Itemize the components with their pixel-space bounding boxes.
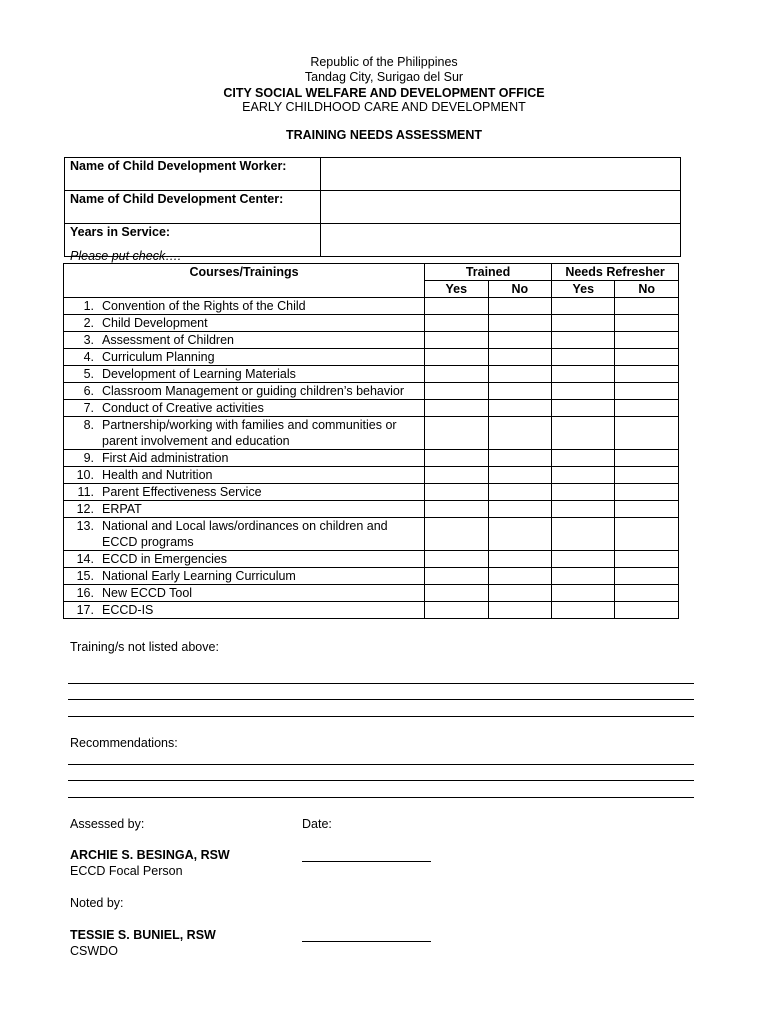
col-trained: Trained: [425, 264, 552, 281]
instruction: Please put check….: [70, 249, 182, 263]
table-row: [64, 602, 679, 619]
course-number: 4.: [83, 350, 94, 364]
course-number: 15.: [76, 569, 94, 583]
course-cell: [64, 568, 425, 585]
assessor-date-line[interactable]: [302, 861, 431, 862]
header-line1: Republic of the Philippines: [310, 55, 458, 69]
col-trained-no: No: [488, 281, 551, 298]
check-cell-trained-yes[interactable]: [425, 298, 488, 315]
check-cell-trained-yes[interactable]: [425, 585, 488, 602]
check-cell-trained-yes[interactable]: [425, 568, 488, 585]
course-number: 10.: [76, 468, 94, 482]
check-cell-refresher-yes[interactable]: [552, 400, 615, 417]
course-cell: [64, 551, 425, 568]
course-name: Partnership/working with families and communities or parent involvement and education: [102, 418, 397, 448]
col-refresher: Needs Refresher: [552, 264, 679, 281]
course-cell: [64, 602, 425, 619]
course-cell: [64, 484, 425, 501]
years-label: Years in Service:: [65, 224, 321, 257]
table-row: [64, 585, 679, 602]
course-cell: [64, 332, 425, 349]
noter-name: TESSIE S. BUNIEL, RSW: [70, 928, 216, 942]
course-name: First Aid administration: [102, 451, 229, 465]
course-name: National and Local laws/ordinances on children and ECCD programs: [102, 519, 388, 549]
course-number: 16.: [76, 586, 94, 600]
col-trained-yes: Yes: [425, 281, 488, 298]
check-cell-trained-yes[interactable]: [425, 383, 488, 400]
course-cell: [64, 467, 425, 484]
check-cell-trained-no[interactable]: [488, 366, 551, 383]
table-row: [64, 450, 679, 467]
check-cell-refresher-no[interactable]: [615, 568, 679, 585]
check-cell-refresher-no[interactable]: [615, 450, 679, 467]
check-cell-refresher-yes[interactable]: [552, 349, 615, 366]
course-name: Child Development: [102, 316, 208, 330]
check-cell-trained-yes[interactable]: [425, 332, 488, 349]
assessor-title: ECCD Focal Person: [70, 864, 183, 878]
check-cell-trained-yes[interactable]: [425, 501, 488, 518]
course-name: Assessment of Children: [102, 333, 235, 347]
check-cell-refresher-no[interactable]: [615, 366, 679, 383]
check-cell-trained-yes[interactable]: [425, 366, 488, 383]
course-name: ECCD-IS: [102, 603, 154, 617]
course-cell: [64, 349, 425, 366]
check-cell-trained-no[interactable]: [488, 484, 551, 501]
course-cell: [64, 315, 425, 332]
check-cell-trained-no[interactable]: [488, 602, 551, 619]
check-cell-trained-no[interactable]: [488, 450, 551, 467]
course-cell: [64, 383, 425, 400]
check-cell-trained-no[interactable]: [488, 315, 551, 332]
check-cell-refresher-yes[interactable]: [552, 450, 615, 467]
check-cell-refresher-yes[interactable]: [552, 366, 615, 383]
noter-date-line[interactable]: [302, 941, 431, 942]
recommendations-label: Recommendations:: [70, 736, 178, 750]
info-table: [64, 157, 681, 257]
check-cell-refresher-yes[interactable]: [552, 602, 615, 619]
table-row: [64, 366, 679, 383]
check-cell-trained-no[interactable]: [488, 467, 551, 484]
course-name: Parent Effectiveness Service: [102, 485, 262, 499]
col-courses: Courses/Trainings: [64, 264, 425, 298]
check-cell-trained-no[interactable]: [488, 349, 551, 366]
courses-table: [63, 263, 679, 619]
table-row: [64, 383, 679, 400]
center-field[interactable]: [321, 191, 681, 224]
table-row: [64, 349, 679, 366]
table-row: [64, 417, 679, 450]
assessed-by-label: Assessed by:: [70, 817, 145, 831]
check-cell-refresher-yes[interactable]: [552, 332, 615, 349]
table-row: [64, 332, 679, 349]
course-name: Convention of the Rights of the Child: [102, 299, 306, 313]
check-cell-refresher-no[interactable]: [615, 585, 679, 602]
course-number: 14.: [76, 552, 94, 566]
noter-title: CSWDO: [70, 944, 118, 958]
check-cell-trained-yes[interactable]: [425, 450, 488, 467]
course-name: Conduct of Creative activities: [102, 401, 264, 415]
check-cell-trained-no[interactable]: [488, 585, 551, 602]
check-cell-refresher-no[interactable]: [615, 484, 679, 501]
check-cell-refresher-no[interactable]: [615, 349, 679, 366]
course-cell: [64, 501, 425, 518]
check-cell-trained-no[interactable]: [488, 551, 551, 568]
worker-field[interactable]: [321, 158, 681, 191]
course-name: Classroom Management or guiding children’s behavior: [102, 384, 405, 398]
check-cell-trained-no[interactable]: [488, 298, 551, 315]
check-cell-refresher-yes[interactable]: [552, 518, 615, 551]
course-cell: [64, 585, 425, 602]
recommendations-line-3[interactable]: [68, 797, 694, 798]
course-name: ECCD in Emergencies: [102, 552, 228, 566]
check-cell-trained-yes[interactable]: [425, 417, 488, 450]
table-row: [64, 501, 679, 518]
document-title: TRAINING NEEDS ASSESSMENT: [285, 128, 483, 142]
years-field[interactable]: [321, 224, 681, 257]
check-cell-trained-yes[interactable]: [425, 315, 488, 332]
check-cell-trained-yes[interactable]: [425, 551, 488, 568]
check-cell-trained-yes[interactable]: [425, 484, 488, 501]
course-number: 2.: [83, 316, 94, 330]
check-cell-trained-yes[interactable]: [425, 400, 488, 417]
check-cell-refresher-yes[interactable]: [552, 484, 615, 501]
table-row: [64, 518, 679, 551]
check-cell-refresher-yes[interactable]: [552, 551, 615, 568]
table-row: [64, 484, 679, 501]
check-cell-refresher-no[interactable]: [615, 383, 679, 400]
check-cell-trained-no[interactable]: [488, 568, 551, 585]
table-row: [64, 400, 679, 417]
table-row: [64, 298, 679, 315]
course-cell: [64, 417, 425, 450]
col-refresher-no: No: [615, 281, 679, 298]
not-listed-line-3[interactable]: [68, 716, 694, 717]
course-number: 13.: [76, 519, 94, 533]
check-cell-refresher-yes[interactable]: [552, 315, 615, 332]
course-number: 11.: [77, 485, 94, 499]
recommendations-line-2[interactable]: [68, 780, 694, 781]
check-cell-refresher-no[interactable]: [615, 518, 679, 551]
not-listed-line-1[interactable]: [68, 683, 694, 684]
table-row: [64, 315, 679, 332]
check-cell-refresher-no[interactable]: [615, 602, 679, 619]
course-cell: [64, 298, 425, 315]
check-cell-refresher-yes[interactable]: [552, 501, 615, 518]
check-cell-trained-no[interactable]: [488, 332, 551, 349]
course-number: 8.: [83, 418, 94, 432]
recommendations-line-1[interactable]: [68, 764, 694, 765]
check-cell-refresher-yes[interactable]: [552, 383, 615, 400]
check-cell-refresher-yes[interactable]: [552, 417, 615, 450]
not-listed-label: Training/s not listed above:: [70, 640, 219, 654]
check-cell-trained-no[interactable]: [488, 383, 551, 400]
course-number: 7.: [83, 401, 94, 415]
course-name: Development of Learning Materials: [102, 367, 296, 381]
check-cell-trained-yes[interactable]: [425, 467, 488, 484]
check-cell-trained-no[interactable]: [488, 518, 551, 551]
course-cell: [64, 366, 425, 383]
check-cell-trained-no[interactable]: [488, 501, 551, 518]
course-number: 6.: [83, 384, 94, 398]
header-line2: Tandag City, Surigao del Sur: [304, 70, 464, 84]
check-cell-refresher-no[interactable]: [615, 417, 679, 450]
check-cell-refresher-no[interactable]: [615, 332, 679, 349]
check-cell-refresher-yes[interactable]: [552, 585, 615, 602]
check-cell-refresher-no[interactable]: [615, 467, 679, 484]
course-name: National Early Learning Curriculum: [102, 569, 296, 583]
table-row: [64, 551, 679, 568]
course-cell: [64, 518, 425, 551]
check-cell-trained-yes[interactable]: [425, 602, 488, 619]
check-cell-refresher-yes[interactable]: [552, 467, 615, 484]
course-name: New ECCD Tool: [102, 586, 193, 600]
date-label: Date:: [302, 817, 332, 831]
course-name: Health and Nutrition: [102, 468, 213, 482]
assessor-name: ARCHIE S. BESINGA, RSW: [70, 848, 230, 862]
course-name: ERPAT: [102, 502, 142, 516]
check-cell-refresher-no[interactable]: [615, 315, 679, 332]
not-listed-line-2[interactable]: [68, 699, 694, 700]
check-cell-trained-yes[interactable]: [425, 518, 488, 551]
noted-by-label: Noted by:: [70, 896, 124, 910]
course-number: 9.: [83, 451, 94, 465]
course-number: 3.: [83, 333, 94, 347]
worker-label: Name of Child Development Worker:: [65, 158, 321, 191]
check-cell-refresher-no[interactable]: [615, 400, 679, 417]
check-cell-refresher-yes[interactable]: [552, 298, 615, 315]
course-cell: [64, 450, 425, 467]
program-name: EARLY CHILDHOOD CARE AND DEVELOPMENT: [242, 100, 526, 114]
course-number: 17.: [76, 603, 94, 617]
course-number: 1.: [83, 299, 94, 313]
course-cell: [64, 400, 425, 417]
check-cell-refresher-no[interactable]: [615, 501, 679, 518]
course-number: 12.: [76, 502, 94, 516]
check-cell-refresher-yes[interactable]: [552, 568, 615, 585]
check-cell-trained-no[interactable]: [488, 417, 551, 450]
col-refresher-yes: Yes: [552, 281, 615, 298]
course-name: Curriculum Planning: [102, 350, 215, 364]
office-name: CITY SOCIAL WELFARE AND DEVELOPMENT OFFICE: [223, 86, 545, 100]
center-label: Name of Child Development Center:: [65, 191, 321, 224]
check-cell-refresher-no[interactable]: [615, 551, 679, 568]
check-cell-trained-no[interactable]: [488, 400, 551, 417]
check-cell-refresher-no[interactable]: [615, 298, 679, 315]
check-cell-trained-yes[interactable]: [425, 349, 488, 366]
table-row: [64, 467, 679, 484]
course-number: 5.: [83, 367, 94, 381]
table-row: [64, 568, 679, 585]
